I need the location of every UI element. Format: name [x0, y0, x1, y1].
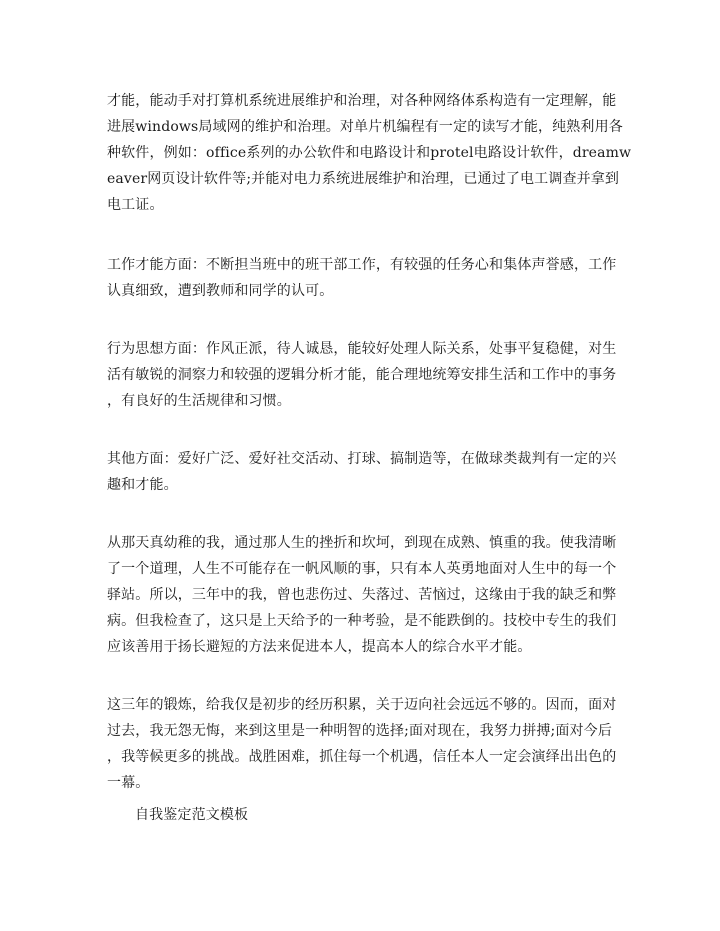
paragraph-6-line-1: 这三年的锻炼，给我仅是初步的经历积累，关于迈向社会远远不够的。因而，面对	[107, 697, 617, 713]
paragraph-6-line-4: 一幕。	[107, 775, 150, 791]
paragraph-3-line-3: ，有良好的生活规律和习惯。	[107, 393, 291, 409]
paragraph-5-line-1: 从那天真幼稚的我，通过那人生的挫折和坎坷，到现在成熟、慎重的我。使我清晰	[107, 535, 617, 551]
paragraph-1-line-1: 才能，能动手对打算机系统进展维护和治理，对各种网络体系构造有一定理解，能	[107, 93, 617, 109]
paragraph-1-line-5: 电工证。	[107, 197, 164, 213]
paragraph-1-line-4: eaver网页设计软件等;并能对电力系统进展维护和治理，已通过了电工调查并拿到	[107, 171, 620, 187]
paragraph-6-line-2: 过去，我无怨无悔，来到这里是一种明智的选择;面对现在，我努力拼搏;面对今后	[107, 723, 612, 739]
paragraph-5-line-4: 病。但我检查了，这只是上天给予的一种考验，是不能跌倒的。技校中专生的我们	[107, 613, 617, 629]
paragraph-2-line-2: 认真细致，遭到教师和同学的认可。	[107, 283, 334, 299]
paragraph-3-line-2: 活有敏锐的洞察力和较强的逻辑分析才能，能合理地统筹安排生活和工作中的事务	[107, 367, 617, 383]
paragraph-6-line-3: ，我等候更多的挑战。战胜困难，抓住每一个机遇，信任本人一定会演绎出出色的	[107, 749, 617, 765]
paragraph-5-line-3: 驿站。所以，三年中的我，曾也悲伤过、失落过、苦恼过，这缘由于我的缺乏和弊	[107, 587, 617, 603]
paragraph-1-line-3: 种软件，例如：office系列的办公软件和电路设计和protel电路设计软件，dreamw	[107, 145, 632, 161]
paragraph-4-line-2: 趣和才能。	[107, 477, 178, 493]
paragraph-5-line-2: 了一个道理，人生不可能存在一帆风顺的事，只有本人英勇地面对人生中的每一个	[107, 561, 617, 577]
closing-title: 自我鉴定范文模板	[135, 807, 249, 823]
paragraph-4-line-1: 其他方面：爱好广泛、爱好社交活动、打球、搞制造等，在做球类裁判有一定的兴	[107, 451, 617, 467]
paragraph-2-line-1: 工作才能方面：不断担当班中的班干部工作，有较强的任务心和集体声誉感，工作	[107, 257, 617, 273]
paragraph-3-line-1: 行为思想方面：作风正派，待人诚恳，能较好处理人际关系，处事平复稳健，对生	[107, 341, 617, 357]
paragraph-1-line-2: 进展windows局域网的维护和治理。对单片机编程有一定的读写才能，纯熟利用各	[107, 119, 623, 135]
paragraph-5-line-5: 应该善用于扬长避短的方法来促进本人，提高本人的综合水平才能。	[107, 639, 532, 655]
